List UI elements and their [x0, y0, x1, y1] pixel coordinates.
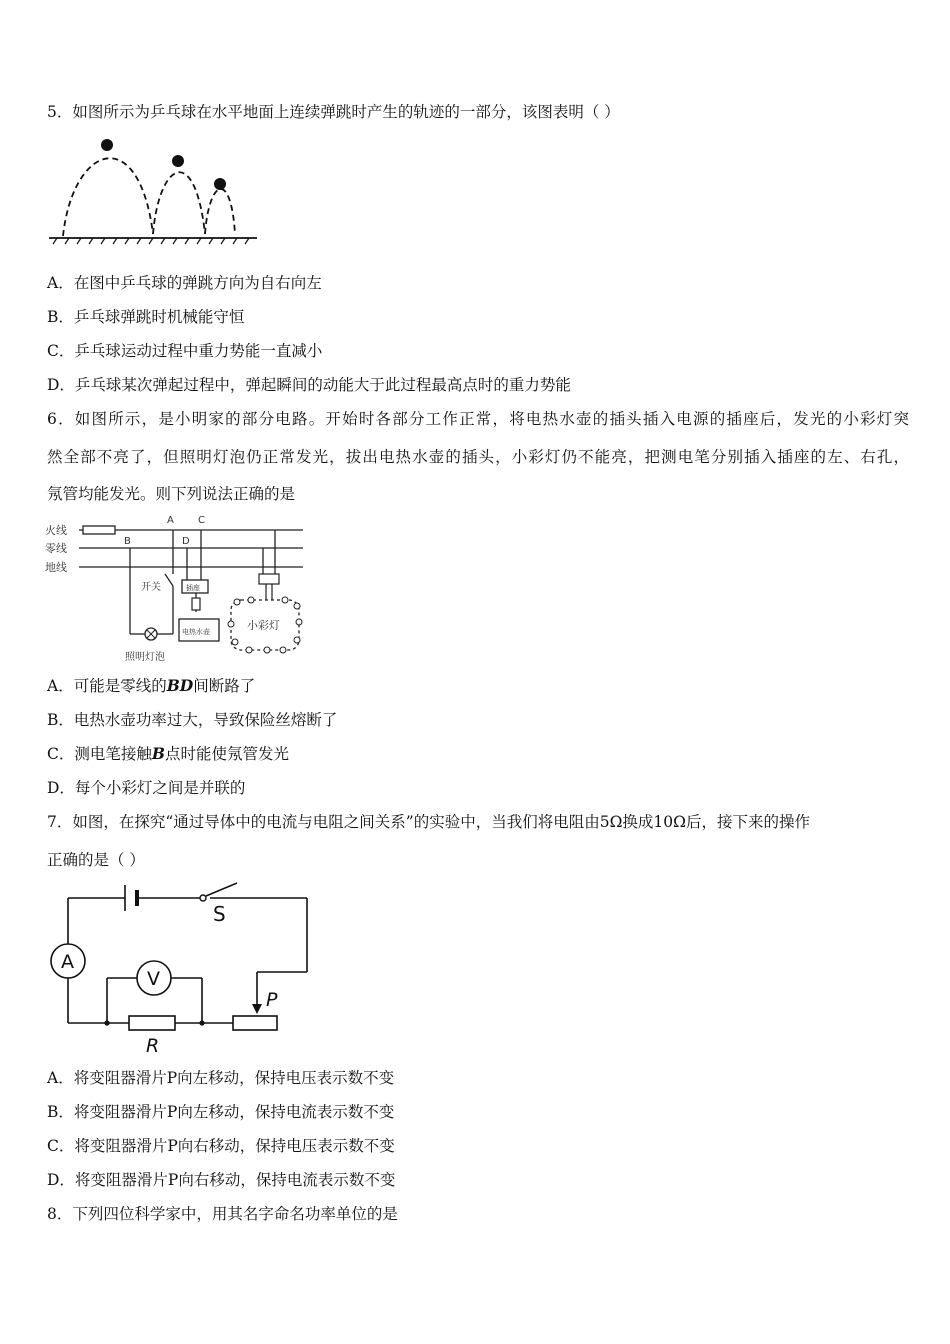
- svg-text:A: A: [167, 515, 174, 526]
- svg-text:D: D: [182, 536, 190, 547]
- svg-text:P: P: [266, 989, 278, 1011]
- q5-bounce-figure: [45, 134, 265, 244]
- svg-text:小彩灯: 小彩灯: [247, 619, 280, 632]
- q6-option-d: D．每个小彩灯之间是并联的: [47, 779, 246, 797]
- svg-text:B: B: [124, 536, 131, 547]
- svg-text:零线: 零线: [45, 542, 67, 555]
- q6-option-c: C．测电笔接触B点时能使氖管发光: [47, 744, 289, 763]
- q5-option-a: A．在图中乒乓球的弹跳方向为自右向左: [47, 274, 322, 292]
- svg-text:照明灯泡: 照明灯泡: [125, 652, 165, 663]
- q6-stem-line2: 然全部不亮了，但照明灯泡仍正常发光，拔出电热水壶的插头，小彩灯仍不能亮，把测电笔分别插入插座的左、右孔，: [47, 448, 909, 466]
- svg-text:V: V: [147, 968, 160, 990]
- svg-text:电热水壶: 电热水壶: [182, 628, 210, 636]
- q6-option-a: A．可能是零线的BD间断路了: [47, 676, 256, 695]
- q7-stem-line2: 正确的是（ ）: [47, 851, 145, 869]
- q8-stem: 8．下列四位科学家中，用其名字命名功率单位的是: [47, 1205, 398, 1223]
- q5-option-d: D．乒乓球某次弹起过程中，弹起瞬间的动能大于此过程最高点时的重力势能: [47, 376, 571, 394]
- q7-option-d: D．将变阻器滑片P向右移动，保持电流表示数不变: [47, 1171, 396, 1189]
- q7-option-c: C．将变阻器滑片P向右移动，保持电压表示数不变: [47, 1137, 395, 1155]
- svg-text:R: R: [146, 1035, 160, 1057]
- q5-option-c: C．乒乓球运动过程中重力势能一直减小: [47, 342, 323, 360]
- q6-stem-line1: 6．如图所示，是小明家的部分电路。开始时各部分工作正常，将电热水壶的插头插入电源的插座后，发光的小彩灯突: [47, 410, 909, 428]
- svg-text:C: C: [198, 515, 205, 526]
- q7-stem-line1: 7．如图，在探究“通过导体中的电流与电阻之间关系”的实验中，当我们将电阻由5Ω换成10Ω后，接下来的操作: [47, 813, 810, 831]
- q7-circuit-figure: [45, 880, 315, 1058]
- q5-stem: 5．如图所示为乒乓球在水平地面上连续弹跳时产生的轨迹的一部分，该图表明（ ）: [47, 103, 620, 121]
- q5-option-b: B．乒乓球弹跳时机械能守恒: [47, 308, 245, 326]
- svg-text:插座: 插座: [186, 584, 200, 592]
- bulb-icon: [145, 628, 157, 640]
- svg-text:地线: 地线: [45, 561, 67, 574]
- q6-option-b: B．电热水壶功率过大，导致保险丝熔断了: [47, 711, 338, 729]
- svg-text:火线: 火线: [45, 524, 67, 537]
- q6-stem-line3: 氖管均能发光。则下列说法正确的是: [47, 485, 296, 503]
- q7-option-a: A．将变阻器滑片P向左移动，保持电压表示数不变: [47, 1069, 395, 1087]
- svg-text:开关: 开关: [141, 582, 161, 593]
- svg-text:A: A: [61, 951, 74, 973]
- q7-option-b: B．将变阻器滑片P向左移动，保持电流表示数不变: [47, 1103, 395, 1121]
- q6-circuit-figure: [45, 512, 310, 664]
- svg-text:S: S: [213, 902, 226, 926]
